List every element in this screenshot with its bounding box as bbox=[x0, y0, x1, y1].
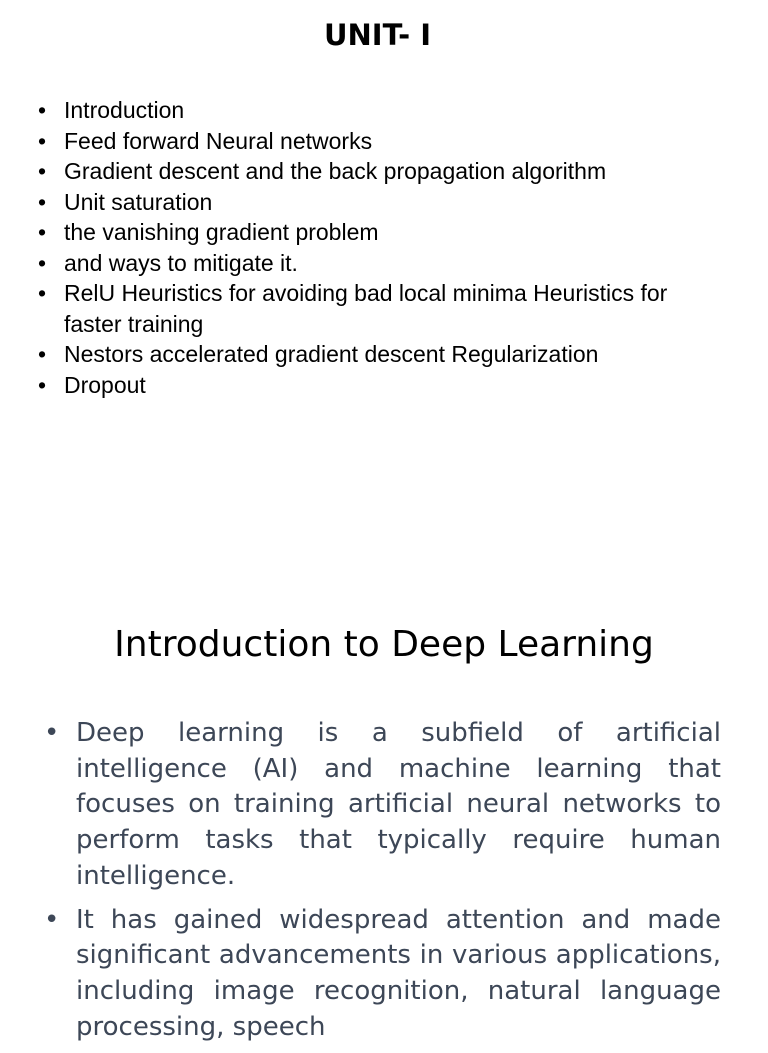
topic-item bbox=[38, 370, 728, 401]
intro-paragraph-text: Deep learning is a subfield of artificial intelligence (AI) and machine learning that focuses on training artificial neural networks to perform tasks that typically require human intelligence. bbox=[76, 718, 721, 891]
bullet-icon: • bbox=[38, 249, 47, 276]
topic-item-text: Dropout bbox=[64, 371, 146, 398]
topic-item bbox=[38, 95, 728, 126]
intro-paragraph bbox=[44, 716, 721, 895]
slide-title-intro: Introduction to Deep Learning bbox=[114, 624, 654, 665]
topic-item bbox=[38, 187, 728, 218]
bullet-icon: • bbox=[38, 219, 47, 245]
topic-item bbox=[38, 126, 728, 157]
bullet-icon: • bbox=[44, 904, 60, 935]
topic-item bbox=[38, 248, 728, 279]
bullet-icon: • bbox=[38, 158, 47, 184]
bullet-icon: • bbox=[44, 718, 60, 748]
topic-item bbox=[38, 156, 728, 187]
slide-title-unit: UNIT- I bbox=[323, 18, 432, 52]
topic-item-text: and ways to mitigate it. bbox=[64, 249, 298, 276]
topic-item-text: Gradient descent and the back propagation algorithm bbox=[64, 158, 607, 184]
bullet-icon: • bbox=[38, 97, 47, 123]
topic-item-text: RelU Heuristics for avoiding bad local minima Heuristics for faster training bbox=[64, 280, 668, 337]
intro-paragraph-list bbox=[44, 716, 721, 1053]
bullet-icon: • bbox=[38, 371, 47, 398]
bullet-icon: • bbox=[38, 127, 47, 154]
topic-item-text: Nestors accelerated gradient descent Regularization bbox=[64, 341, 599, 367]
topic-list bbox=[38, 95, 728, 400]
topic-item bbox=[38, 278, 728, 339]
bullet-icon: • bbox=[38, 280, 47, 306]
topic-item bbox=[38, 217, 728, 248]
topic-item-text: Unit saturation bbox=[64, 188, 213, 215]
bullet-icon: • bbox=[38, 341, 47, 367]
intro-paragraph-text: It has gained widespread attention and made significant advancements in various applications, including image recognition, natural language processing, speech bbox=[76, 904, 721, 1042]
topic-item-text: Feed forward Neural networks bbox=[64, 127, 373, 154]
topic-item bbox=[38, 339, 728, 370]
intro-paragraph bbox=[44, 903, 721, 1046]
topic-item-text: Introduction bbox=[64, 97, 185, 123]
bullet-icon: • bbox=[38, 188, 47, 215]
topic-item-text: the vanishing gradient problem bbox=[64, 219, 379, 245]
